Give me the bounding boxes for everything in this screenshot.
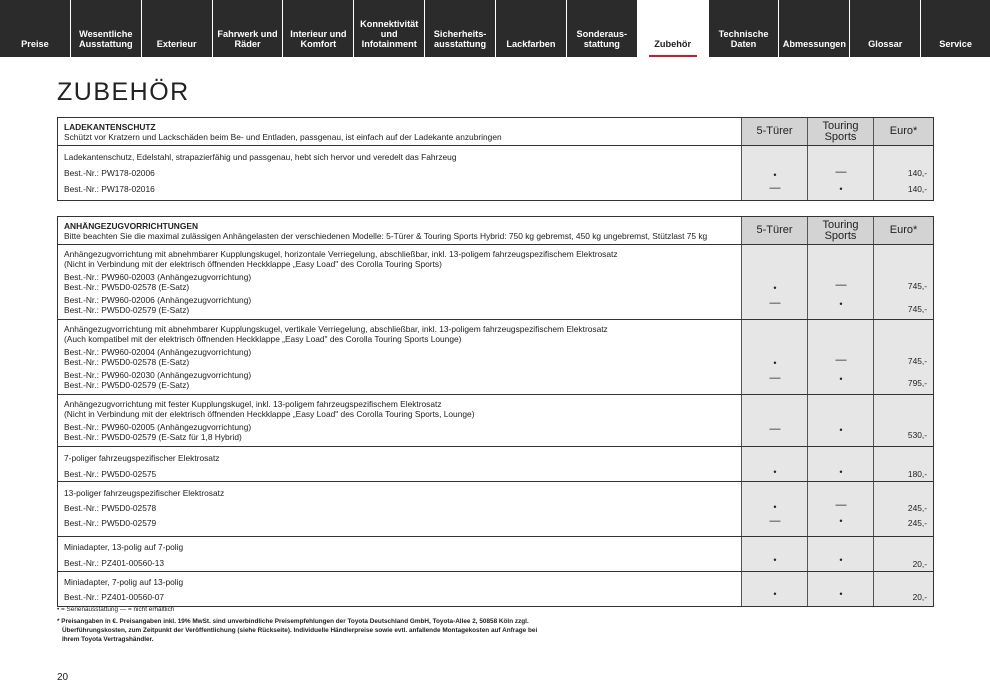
table-row xyxy=(58,447,933,482)
ahk-group-3 xyxy=(58,395,741,446)
price: 20,- xyxy=(912,559,927,569)
unavailable-marker: — xyxy=(769,297,781,309)
col-touring-cell xyxy=(807,146,873,200)
table-row xyxy=(58,395,933,447)
standard-marker: • xyxy=(839,589,843,599)
price: 245,- xyxy=(907,503,927,513)
col-touring-cell xyxy=(807,447,873,481)
standard-marker: • xyxy=(773,502,777,512)
standard-marker: • xyxy=(839,467,843,477)
order-number: Best.-Nr.: PW960-02005 (Anhängezugvorrichtung) xyxy=(64,422,252,432)
ahk-group-2 xyxy=(58,320,741,394)
anhaengezugvorrichtungen-table xyxy=(57,216,934,607)
order-number: Best.-Nr.: PW960-02004 (Anhängezugvorrichtung) xyxy=(64,347,252,357)
col-euro-cell xyxy=(873,395,933,446)
unavailable-marker: — xyxy=(769,372,781,384)
order-number: Best.-Nr.: PW5D0-02578 (E-Satz) xyxy=(64,357,190,367)
price: 245,- xyxy=(907,518,927,528)
item-name: Anhängezugvorrichtung xyxy=(64,399,153,409)
nav-tab-preise[interactable]: Preise xyxy=(0,0,70,57)
order-number: Best.-Nr.: PW5D0-02579 (E-Satz) xyxy=(64,305,190,315)
col-5tuerer-cell xyxy=(741,395,807,446)
item-note: (Nicht in Verbindung mit der elektrisch öffnenden Heckklappe „Easy Load" des Corolla Touring Sports) xyxy=(64,259,442,269)
footnote-price-end xyxy=(62,636,154,644)
col-euro-cell xyxy=(873,245,933,319)
standard-marker: • xyxy=(773,170,777,180)
nav-tab-wesentliche-ausstattung[interactable]: Wesentliche Ausstattung xyxy=(71,0,141,57)
ladekantenschutz-table xyxy=(57,117,934,201)
ahk-group-1 xyxy=(58,245,741,319)
col-euro-cell xyxy=(873,537,933,571)
footnote-price xyxy=(57,618,529,626)
unavailable-marker: — xyxy=(835,166,847,178)
item-description: mit abnehmbarer Kupplungskugel, horizontale Verriegelung, abschließbar, inkl. 13-poligem fahrzeugspezifischem Elektrosatz xyxy=(152,249,618,259)
order-number: Best.-Nr.: PW960-02030 (Anhängezugvorrichtung) xyxy=(64,370,252,380)
standard-marker: • xyxy=(773,555,777,565)
col-touring-cell xyxy=(807,320,873,394)
footnote-line: Überführungskosten, zum Zeitpunkt der Veröffentlichung (siehe Rückseite). Individuelle Händlerpreise sowie evtl. anfallende Montagekosten auf Anfrage bei xyxy=(62,627,538,634)
footnote-line: * Preisangaben in €. Preisangaben inkl. 19% MwSt. sind unverbindliche Preisempfehlungen der Toyota Deutschland GmbH, Toyota-Allee 2, 50858 Köln zzgl. xyxy=(57,618,529,625)
legend: • = Serienausstattung — = nicht erhältlich xyxy=(57,606,175,613)
unavailable-marker: — xyxy=(835,279,847,291)
ahk-header-text xyxy=(58,217,741,244)
item-name: Anhängezugvorrichtung xyxy=(64,249,153,259)
item-note: (Nicht in Verbindung mit der elektrisch öffnenden Heckklappe „Easy Load" des Corolla Touring Sports, Lounge) xyxy=(64,409,475,419)
nav-tab-exterieur[interactable]: Exterieur xyxy=(142,0,212,57)
price: 20,- xyxy=(912,592,927,602)
unavailable-marker: — xyxy=(835,354,847,366)
ahk-subtitle: Bitte beachten Sie die maximal zulässigen Anhängelasten der verschiedenen Modelle: 5-Türer & Touring Sports Hybrid: 750 kg gebremst, 450 kg ungebremst, Stützlast 75 kg xyxy=(64,231,708,241)
price: 530,- xyxy=(907,430,927,440)
order-number: Best.-Nr.: PW5D0-02579 (E-Satz) xyxy=(64,380,190,390)
table-row xyxy=(58,482,933,537)
col-5tuerer-cell xyxy=(741,447,807,481)
col-header-touring-sports: Touring Sports xyxy=(807,217,873,244)
table-row xyxy=(58,245,933,320)
col-touring-cell xyxy=(807,482,873,536)
standard-marker: • xyxy=(773,589,777,599)
nav-tab-lackfarben[interactable]: Lackfarben xyxy=(496,0,566,57)
price: 795,- xyxy=(907,378,927,388)
unavailable-marker: — xyxy=(769,423,781,435)
standard-marker: • xyxy=(839,516,843,526)
ladekantenschutz-subtitle: Schützt vor Kratzern und Lackschäden beim Be- und Entladen, passgenau, ist einfach auf der Ladekante anzubringen xyxy=(64,132,502,142)
order-number: Best.-Nr.: PW5D0-02579 xyxy=(64,518,157,528)
col-touring-cell xyxy=(807,572,873,606)
nav-tab-interieur[interactable]: Interieur und Komfort xyxy=(283,0,353,57)
order-number: Best.-Nr.: PZ401-00560-13 xyxy=(64,558,165,568)
standard-marker: • xyxy=(839,425,843,435)
standard-marker: • xyxy=(839,555,843,565)
ahk-group-7 xyxy=(58,572,741,606)
col-touring-cell xyxy=(807,537,873,571)
unavailable-marker: — xyxy=(835,499,847,511)
price: 745,- xyxy=(907,304,927,314)
standard-marker: • xyxy=(773,467,777,477)
item-name: 7-poliger fahrzeugspezifischer Elektrosatz xyxy=(64,453,220,463)
col-5tuerer-cell xyxy=(741,537,807,571)
item-description: mit abnehmbarer Kupplungskugel, vertikale Verriegelung, abschließbar, inkl. 13-poligem fahrzeugspezifischem Elektrosatz xyxy=(152,324,608,334)
table-row xyxy=(58,537,933,572)
item-note: (Auch kompatibel mit der elektrisch öffnenden Heckklappe „Easy Load" des Corolla Touring Sports Lounge) xyxy=(64,334,462,344)
standard-marker: • xyxy=(839,184,843,194)
col-header-touring-sports: Touring Sports xyxy=(807,118,873,145)
top-navigation xyxy=(0,0,990,57)
price: 745,- xyxy=(907,356,927,366)
item-name: Miniadapter, 13-polig auf 7-polig xyxy=(64,542,184,552)
col-5tuerer-cell xyxy=(741,320,807,394)
item-name: Miniadapter, 7-polig auf 13-polig xyxy=(64,577,184,587)
order-number: Best.-Nr.: PW178-02016 xyxy=(64,184,155,194)
nav-tab-abmessungen[interactable]: Abmessungen xyxy=(779,0,849,57)
order-number: Best.-Nr.: PW5D0-02575 xyxy=(64,469,157,479)
order-number: Best.-Nr.: PW5D0-02578 (E-Satz) xyxy=(64,282,190,292)
footnote-line: Ihrem Toyota Vertragshändler. xyxy=(62,636,154,643)
price: 140,- xyxy=(907,184,927,194)
ahk-title: ANHÄNGEZUGVORRICHTUNGEN xyxy=(64,221,198,231)
col-euro-cell xyxy=(873,146,933,200)
col-5tuerer-cell xyxy=(741,146,807,200)
order-number: Best.-Nr.: PW960-02003 (Anhängezugvorrichtung) xyxy=(64,272,252,282)
order-number: Best.-Nr.: PW960-02006 (Anhängezugvorrichtung) xyxy=(64,295,252,305)
col-5tuerer-cell xyxy=(741,245,807,319)
col-touring-cell xyxy=(807,395,873,446)
ladekantenschutz-body xyxy=(58,146,741,200)
order-number: Best.-Nr.: PW5D0-02578 xyxy=(64,503,157,513)
nav-tab-sicherheit[interactable]: Sicherheits-ausstattung xyxy=(425,0,495,57)
unavailable-marker: — xyxy=(769,515,781,527)
nav-tab-konnektivitaet[interactable]: Konnektivität und Infotainment xyxy=(354,0,424,57)
ahk-group-5 xyxy=(58,482,741,536)
col-header-euro: Euro* xyxy=(873,217,933,244)
item-name: 13-poliger fahrzeugspezifischer Elektrosatz xyxy=(64,488,225,498)
standard-marker: • xyxy=(839,374,843,384)
nav-tab-sonderausstattung[interactable]: Sonderaus-stattung xyxy=(567,0,637,57)
footnote-price-cont xyxy=(62,627,537,635)
order-number: Best.-Nr.: PW178-02006 xyxy=(64,168,155,178)
order-number: Best.-Nr.: PW5D0-02579 (E-Satz für 1,8 Hybrid) xyxy=(64,432,242,442)
order-number: Best.-Nr.: PZ401-00560-07 xyxy=(64,592,165,602)
ladekantenschutz-header xyxy=(58,118,933,146)
standard-marker: • xyxy=(839,299,843,309)
table-row xyxy=(58,320,933,395)
unavailable-marker: — xyxy=(769,182,781,194)
col-euro-cell xyxy=(873,572,933,606)
ladekantenschutz-header-text xyxy=(58,118,741,145)
price: 140,- xyxy=(907,168,927,178)
ahk-group-4 xyxy=(58,447,741,481)
page-title: ZUBEHÖR xyxy=(57,78,190,106)
standard-marker: • xyxy=(773,283,777,293)
nav-tab-glossar[interactable]: Glossar xyxy=(850,0,920,57)
table-row xyxy=(58,572,933,606)
ladekantenschutz-title: LADEKANTENSCHUTZ xyxy=(64,122,156,132)
col-header-5tuerer: 5-Türer xyxy=(741,118,807,145)
col-euro-cell xyxy=(873,320,933,394)
col-5tuerer-cell xyxy=(741,482,807,536)
nav-tab-service[interactable]: Service xyxy=(921,0,990,57)
nav-tab-fahrwerk[interactable]: Fahrwerk und Räder xyxy=(213,0,283,57)
ladekantenschutz-item: Ladekantenschutz, Edelstahl, strapazierfähig und passgenau, hebt sich hervor und veredelt das Fahrzeug xyxy=(64,152,457,162)
col-5tuerer-cell xyxy=(741,572,807,606)
col-touring-cell xyxy=(807,245,873,319)
page-number: 20 xyxy=(57,672,69,683)
price: 745,- xyxy=(907,281,927,291)
item-name: Anhängezugvorrichtung xyxy=(64,324,153,334)
ahk-group-6 xyxy=(58,537,741,571)
nav-tab-zubehoer[interactable]: Zubehör xyxy=(638,0,708,57)
standard-marker: • xyxy=(773,358,777,368)
col-euro-cell xyxy=(873,482,933,536)
nav-tab-technische-daten[interactable]: Technische Daten xyxy=(709,0,779,57)
col-header-euro: Euro* xyxy=(873,118,933,145)
ahk-header xyxy=(58,217,933,245)
table-row xyxy=(58,146,933,200)
item-description: mit fester Kupplungskugel, inkl. 13-poligem fahrzeugspezifischem Elektrosatz xyxy=(152,399,442,409)
col-euro-cell xyxy=(873,447,933,481)
col-header-5tuerer: 5-Türer xyxy=(741,217,807,244)
price: 180,- xyxy=(907,469,927,479)
